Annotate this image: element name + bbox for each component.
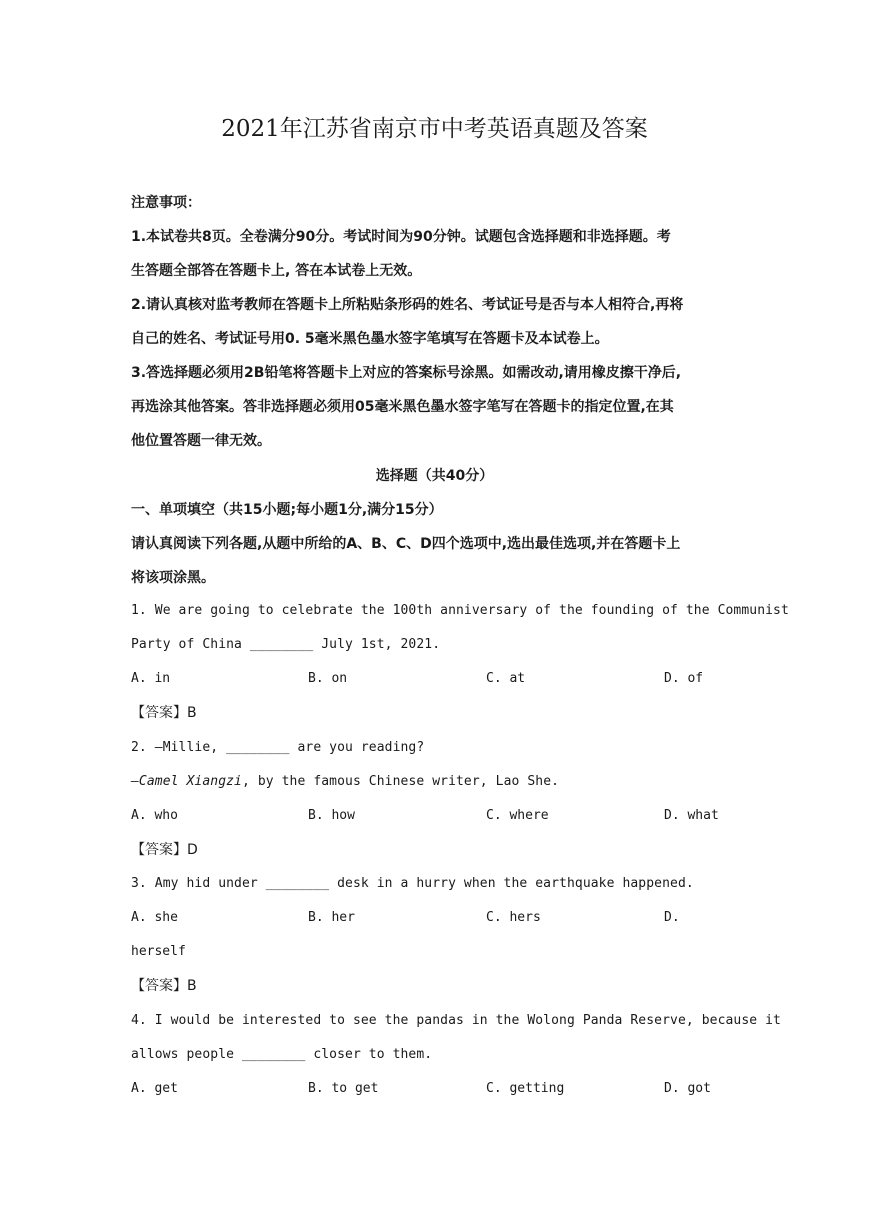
instructions-line-1: 请认真阅读下列各题,从题中所给的A、B、C、D四个选项中,选出最佳选项,并在答题卡上 [131,536,681,552]
notice-item-2-line-1: 2.请认真核对监考教师在答题卡上所粘贴条形码的姓名、考试证号是否与本人相符合,再将 [131,297,684,313]
notice-item-3-line-2: 再选涂其他答案。答非选择题必须用05毫米黑色墨水签字笔写在答题卡的指定位置,在其 [131,399,674,415]
notice-heading: 注意事项： [131,195,201,211]
book-title: —Camel Xiangzi [131,774,242,789]
q2-option-c: C. where [486,808,549,823]
notice-item-1-line-2: 生答题全部答在答题卡上, 答在本试卷上无效。 [131,263,422,279]
notice-item-3-line-1: 3.答选择题必须用2B铅笔将答题卡上对应的答案标号涂黑。如需改动,请用橡皮擦干净后, [131,365,682,381]
question-2-line-2 [131,772,741,792]
q4-option-d: D. got [664,1081,711,1096]
q3-option-c: C. hers [486,910,541,925]
q3-option-d: D. [664,910,680,925]
q2-option-d: D. what [664,808,719,823]
q2-answer: 【答案】D [131,842,198,858]
question-2-line-2-rest: , by the famous Chinese writer, Lao She. [241,774,560,789]
question-4-line-1: 4. I would be interested to see the pandas in the Wolong Panda Reserve, because it [131,1013,781,1028]
q3-option-b: B. her [308,910,355,925]
q1-option-b: B. on [308,671,348,686]
q3-option-a: A. she [131,910,178,925]
question-3-line-1: 3. Amy hid under ________ desk in a hurry when the earthquake happened. [131,876,694,891]
q4-option-c: C. getting [486,1081,565,1096]
question-1-line-2: Party of China ________ July 1st, 2021. [131,637,441,652]
question-4-line-2: allows people ________ closer to them. [131,1047,433,1062]
q3-answer: 【答案】B [131,978,197,994]
question-1-line-1: 1. We are going to celebrate the 100th anniversary of the founding of the Communist [131,603,789,618]
q1-answer: 【答案】B [131,705,197,721]
notice-item-3-line-3: 他位置答题一律无效。 [131,433,271,449]
instructions-line-2: 将该项涂黑。 [131,570,215,586]
notice-item-1-line-1: 1.本试卷共8页。全卷满分90分。考试时间为90分钟。试题包含选择题和非选择题。考 [131,229,671,245]
part-1-heading: 一、单项填空（共15小题;每小题1分,满分15分） [131,502,443,518]
q1-option-a: A. in [131,671,171,686]
q2-option-a: A. who [131,808,178,823]
q1-option-c: C. at [486,671,526,686]
notice-item-2-line-2: 自己的姓名、考试证号用0. 5毫米黑色墨水签字笔填写在答题卡及本试卷上。 [131,331,609,347]
q1-option-d: D. of [664,671,704,686]
question-2-line-1: 2. —Millie, ________ are you reading? [131,740,425,755]
q3-option-d-text: herself [131,944,186,959]
document-title: 2021年江苏省南京市中考英语真题及答案 [221,116,648,142]
q4-option-a: A. get [131,1081,178,1096]
q2-option-b: B. how [308,808,355,823]
q4-option-b: B. to get [308,1081,379,1096]
section-title: 选择题（共40分） [375,468,494,484]
